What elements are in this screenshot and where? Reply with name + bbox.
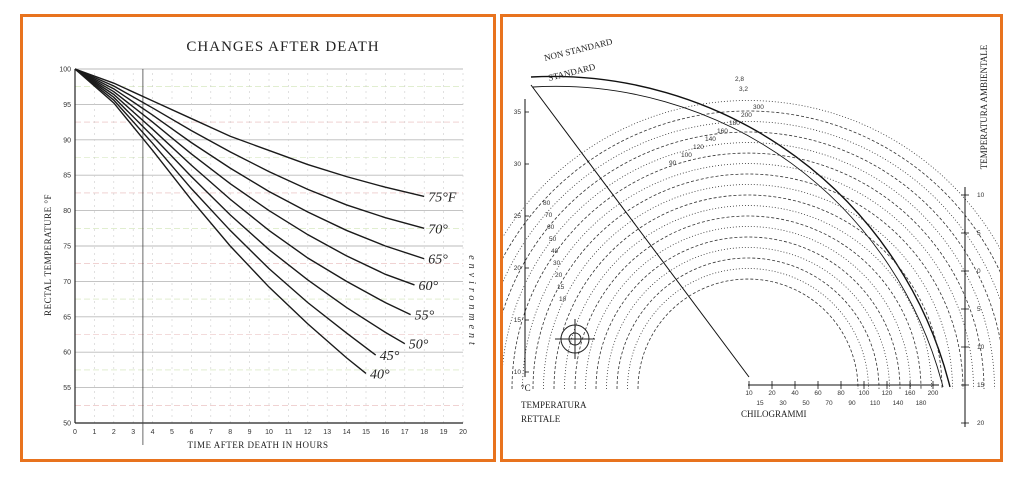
right-axis-tick-label: 20	[977, 420, 985, 427]
weight-arc	[503, 101, 1000, 390]
bottom-scale-upper-label: 100	[858, 390, 870, 397]
y-tick-label: 85	[63, 172, 71, 180]
bottom-scale-lower-label: 90	[848, 400, 856, 407]
x-tick-label: 15	[362, 429, 370, 436]
non-standard-label: NON STANDARD	[543, 36, 614, 63]
outer-arc-value: 3,2	[739, 86, 749, 93]
x-tick-label: 13	[323, 429, 332, 436]
x-tick-label: 10	[265, 429, 273, 436]
right-axis-tick-label: 10	[977, 192, 985, 199]
outer-arc-value: 2,8	[735, 76, 745, 83]
right-axis-tick-label: 5	[977, 306, 981, 313]
environment-label: environment	[466, 255, 477, 349]
y-tick-label: 75	[63, 243, 71, 251]
series-label: 75°F	[428, 190, 457, 206]
cooling-curve-chart	[23, 17, 493, 459]
x-tick-label: 9	[247, 429, 252, 436]
y-tick-label: 90	[63, 137, 71, 145]
inner-value: 200	[741, 112, 752, 119]
right-nomogram-panel	[500, 14, 1003, 462]
inner-value: 100	[681, 152, 692, 159]
bottom-axis-title: CHILOGRAMMI	[741, 409, 807, 419]
bottom-scale-lower-label: 50	[802, 400, 810, 407]
y-tick-label: 60	[63, 349, 71, 357]
left-axis-tick-label: 15	[513, 317, 521, 324]
y-axis-label: RECTAL TEMPERATURE °F	[43, 194, 53, 316]
series-line-45	[75, 69, 376, 355]
arc-left-label: 40	[551, 248, 559, 255]
x-tick-label: 2	[111, 429, 116, 436]
left-axis-title-1: TEMPERATURA	[521, 400, 587, 410]
inner-value: 90	[669, 160, 677, 167]
x-axis-label: TIME AFTER DEATH IN HOURS	[187, 440, 329, 450]
inner-value: 120	[693, 144, 704, 151]
weight-arc	[512, 153, 984, 389]
y-tick-label: 80	[63, 208, 71, 216]
x-tick-label: 17	[400, 429, 409, 436]
right-axis-tick-label: 15	[977, 382, 985, 389]
x-tick-label: 16	[381, 429, 390, 436]
y-tick-label: 50	[63, 420, 71, 428]
weight-arc	[503, 143, 995, 389]
chart-title: CHANGES AFTER DEATH	[186, 39, 380, 55]
arc-left-label: 30	[553, 260, 561, 267]
series-line-40	[75, 69, 366, 373]
left-unit-label: °C	[521, 383, 531, 393]
left-chart-panel	[20, 14, 496, 462]
x-tick-label: 8	[228, 429, 233, 436]
weight-arc	[503, 132, 1000, 389]
standard-label: STANDARD	[547, 61, 597, 83]
bottom-scale-lower-label: 110	[869, 400, 881, 407]
bottom-scale-upper-label: 40	[791, 390, 799, 397]
outer-arc-non-standard	[531, 76, 950, 387]
chart-series-labels	[370, 190, 457, 382]
weight-arc	[638, 279, 858, 389]
weight-arc	[628, 269, 869, 390]
arc-left-label: 50	[549, 236, 557, 243]
x-tick-label: 14	[342, 429, 351, 436]
weight-arc	[575, 216, 921, 389]
left-axis-title-2: RETTALE	[521, 414, 561, 424]
arc-left-label: 20	[555, 272, 563, 279]
series-label: 55°	[414, 308, 435, 324]
series-label: 70°	[428, 222, 448, 238]
series-label: 45°	[379, 349, 400, 365]
x-tick-label: 11	[284, 429, 293, 436]
right-axis-tick-label: 0	[977, 268, 981, 275]
bottom-scale-lower-label: 15	[756, 400, 764, 407]
x-tick-label: 0	[73, 429, 77, 436]
y-tick-label: 55	[63, 385, 71, 393]
weight-arc	[533, 174, 963, 389]
bottom-scale-lower-label: 140	[892, 400, 904, 407]
left-axis-tick-label: 25	[513, 213, 521, 220]
inner-value: 160	[717, 128, 728, 135]
weight-arc	[554, 195, 942, 389]
y-tick-label: 95	[63, 101, 71, 109]
weight-arc	[503, 122, 1000, 390]
x-tick-label: 6	[189, 429, 194, 436]
nomogram-chart	[503, 17, 1000, 459]
bottom-scale-upper-label: 10	[745, 390, 753, 397]
bottom-scale-upper-label: 60	[814, 390, 822, 397]
x-tick-label: 20	[459, 429, 467, 436]
series-label: 60°	[418, 278, 439, 294]
left-axis-tick-label: 35	[513, 109, 521, 116]
bottom-scale-lower-label: 70	[825, 400, 833, 407]
series-label: 65°	[428, 252, 448, 268]
inner-value: 180	[729, 120, 740, 127]
series-line-75	[75, 69, 424, 196]
crosshair-icon	[555, 319, 595, 359]
arc-left-label: 70	[545, 212, 553, 219]
bottom-scale-lower-label: 30	[779, 400, 787, 407]
series-label: 40°	[370, 367, 390, 383]
x-tick-label: 3	[131, 429, 136, 436]
bottom-scale-upper-label: 20	[768, 390, 776, 397]
right-axis-tick-label: 10	[977, 344, 985, 351]
nomogram-values	[514, 76, 985, 427]
right-axis-tick-label: 5	[977, 230, 981, 237]
x-tick-label: 7	[208, 429, 213, 436]
weight-arc	[617, 258, 879, 389]
weight-arc	[586, 227, 911, 389]
bottom-scale-lower-label: 180	[915, 400, 927, 407]
right-axis-title: TEMPERATURA AMBIENTALE	[979, 44, 989, 170]
y-tick-label: 65	[63, 314, 71, 322]
bottom-scale-upper-label: 160	[904, 390, 916, 397]
inner-value: 140	[705, 136, 716, 143]
y-tick-label: 70	[63, 278, 71, 286]
x-tick-label: 5	[170, 429, 174, 436]
x-tick-label: 19	[439, 429, 448, 436]
x-tick-label: 18	[420, 429, 429, 436]
chart-axes	[59, 67, 467, 446]
left-axis-tick-label: 10	[513, 369, 521, 376]
bottom-scale-upper-label: 80	[837, 390, 845, 397]
x-tick-label: 12	[303, 429, 312, 436]
x-tick-label: 4	[150, 429, 155, 436]
left-axis-tick-label: 20	[513, 265, 521, 272]
x-tick-label: 1	[92, 429, 97, 436]
y-tick-label: 100	[59, 66, 71, 74]
arc-left-label: 10	[559, 296, 567, 303]
left-axis-tick-label: 30	[513, 161, 521, 168]
series-label: 50°	[408, 337, 429, 353]
bottom-scale-upper-label: 120	[881, 390, 893, 397]
inner-value: 300	[753, 104, 764, 111]
arc-left-label: 80	[543, 200, 551, 207]
arc-left-label: 60	[547, 224, 555, 231]
bottom-scale-upper-label: 200	[927, 390, 939, 397]
nomogram-arcs	[503, 76, 1000, 427]
arc-left-label: 15	[557, 284, 565, 291]
chart-series-group	[75, 69, 424, 373]
